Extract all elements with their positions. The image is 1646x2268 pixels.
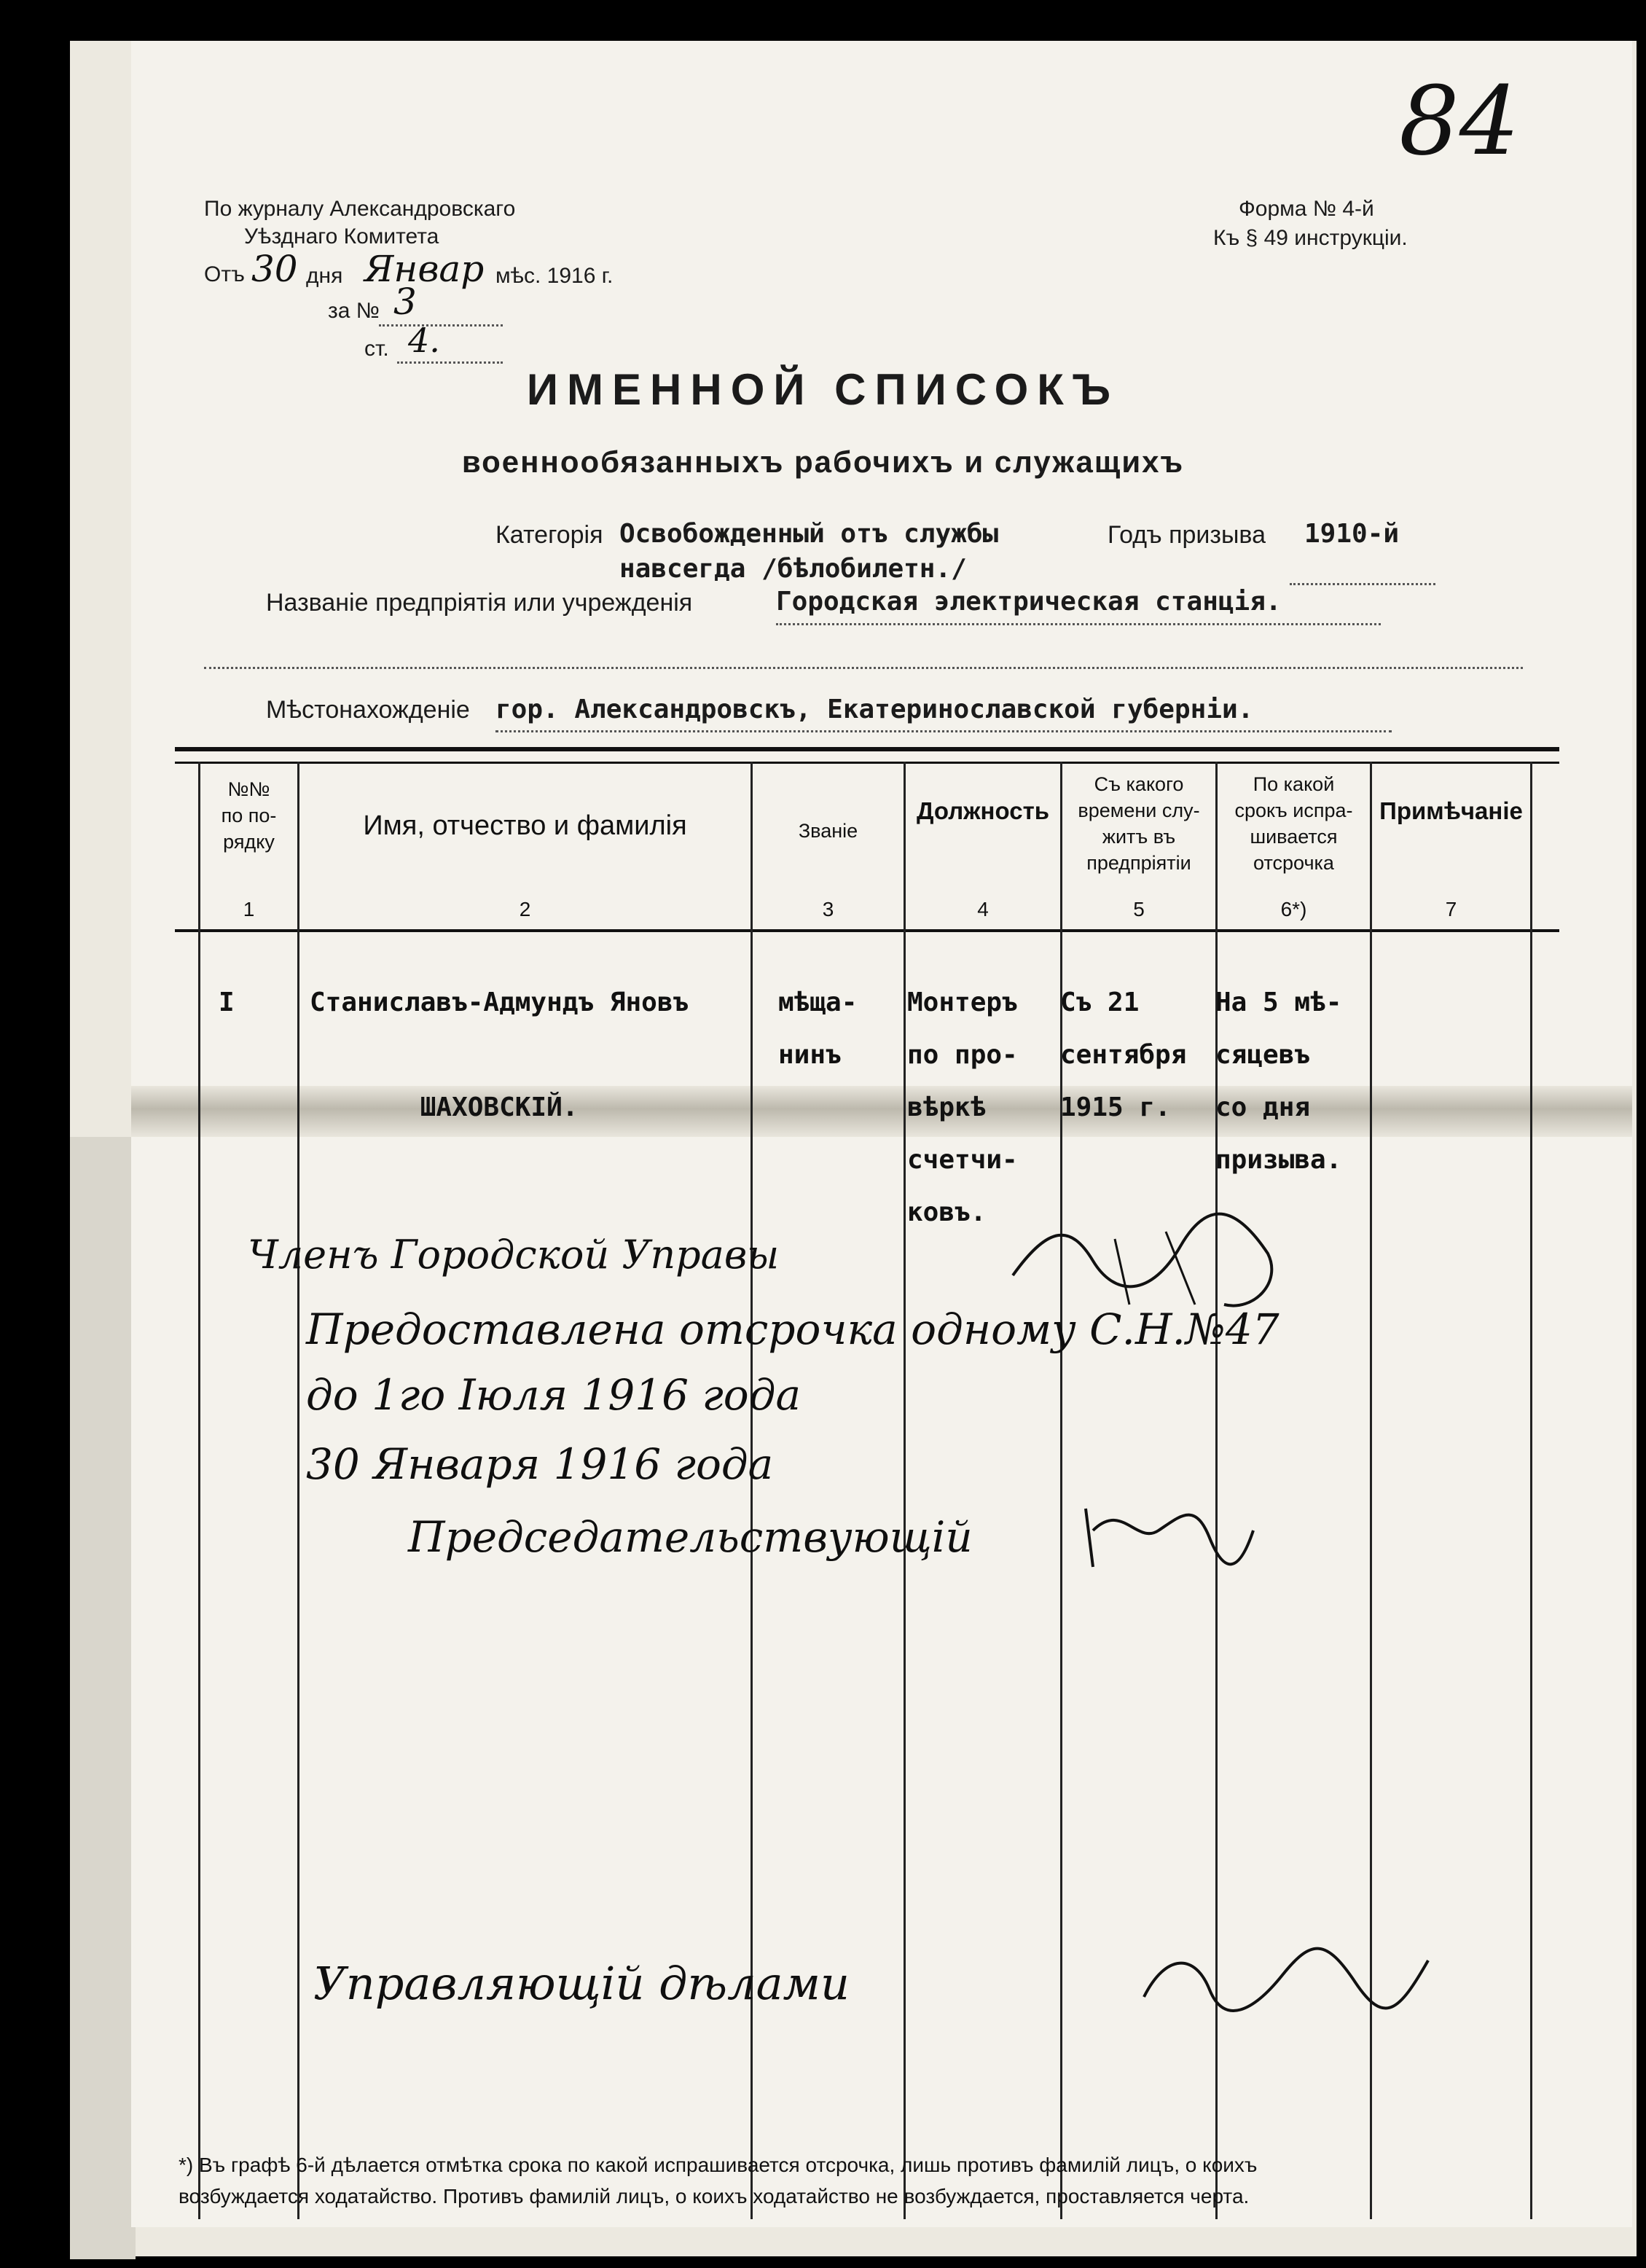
col-head-name: Имя, отчество и фамилія (363, 810, 687, 841)
form-instruction: Къ § 49 инструкціи. (1213, 226, 1408, 250)
article-value: 4. (408, 321, 440, 360)
signature-manager (1137, 1931, 1443, 2026)
footnote-line-2: возбуждается ходатайство. Противъ фамилій лицъ, о коихъ ходатайство не возбуждается, проставляется черта. (179, 2185, 1250, 2208)
journal-line-2: Уѣзднаго Комитета (244, 224, 439, 249)
enterprise-label: Названіе предпріятія или учрежденія (266, 589, 693, 617)
handwritten-deferral-granted: Предоставлена отсрочка одному С.Н.№47 (306, 1305, 1279, 1354)
enterprise-value: Городская электрическая станція. (776, 587, 1282, 617)
signature-member (1006, 1195, 1312, 1326)
col-num-6: 6*) (1280, 898, 1307, 920)
article-prefix: ст. (364, 337, 389, 361)
col-head-rank: Званіе (798, 820, 858, 842)
handwritten-manager: Управляющій дѣлами (313, 1957, 850, 2010)
date-suffix: мѣс. 1916 г. (495, 264, 614, 288)
col-head-notes: Примѣчаніе (1379, 797, 1523, 824)
date-mid: дня (306, 264, 343, 288)
signature-chairman (1078, 1487, 1268, 1589)
col-num-3: 3 (822, 898, 834, 920)
row-number: I (219, 988, 235, 1017)
page-number-handwritten: 84 (1399, 66, 1520, 176)
location-label: Мѣстонахожденіе (266, 696, 470, 724)
category-value-1: Освобожденный отъ службы (619, 519, 999, 549)
row-since: Съ 21 сентября 1915 г. (1060, 988, 1187, 1122)
row-rank: мѣща- нинъ (778, 988, 858, 1070)
journal-line-1: По журналу Александровскаго (204, 197, 516, 221)
handwritten-date: 30 Января 1916 года (306, 1439, 774, 1489)
document-subtitle: военнообязанныхъ рабочихъ и служащихъ (461, 445, 1185, 479)
row-position: Монтеръ по про- вѣркѣ счетчи- ковъ. (907, 988, 1018, 1227)
footnote-line-1: *) Въ графѣ 6-й дѣлается отмѣтка срока по какой испрашивается отсрочка, лишь противъ фамилій лицъ, о коихъ (179, 2154, 1258, 2176)
category-label: Категорія (495, 521, 603, 549)
category-value-2: навсегда /бѣлобилетн./ (619, 554, 967, 584)
draft-year-value: 1910-й (1304, 519, 1400, 549)
handwritten-member-title: Членъ Городской Управы (248, 1232, 780, 1278)
col-head-term: По какой срокъ испра- шивается отсрочка (1234, 773, 1353, 874)
col-num-1: 1 (243, 898, 255, 920)
date-prefix: Отъ (204, 262, 245, 286)
location-value: гор. Александровскъ, Екатеринославской губерніи. (495, 695, 1254, 724)
row-name: Станиславъ-Адмундъ Яновъ ШАХОВСКІЙ. (310, 988, 689, 1122)
form-number: Форма № 4-й (1239, 197, 1374, 221)
number-value: 3 (393, 281, 417, 323)
number-prefix: за № (328, 299, 380, 323)
col-head-position: Должность (916, 797, 1050, 824)
row-term: На 5 мѣ- сяцевъ со дня призыва. (1215, 988, 1342, 1175)
handwritten-chairman: Председательствующій (408, 1512, 973, 1562)
col-num-5: 5 (1133, 898, 1145, 920)
underlying-sheet-edge (70, 1137, 136, 2259)
col-num-7: 7 (1445, 898, 1457, 920)
date-day: 30 (251, 248, 298, 290)
document-title: ИМЕННОЙ СПИСОКЪ (526, 365, 1120, 414)
col-head-number: №№ по по- рядку (221, 778, 277, 853)
col-head-since: Съ какого времени слу- житъ въ предпріятіи (1078, 773, 1200, 874)
draft-year-label: Годъ призыва (1108, 521, 1266, 549)
col-num-4: 4 (977, 898, 989, 920)
date-month: Январ (364, 248, 485, 290)
handwritten-deferral-until: до 1го Іюля 1916 года (306, 1370, 802, 1420)
col-num-2: 2 (519, 898, 531, 920)
